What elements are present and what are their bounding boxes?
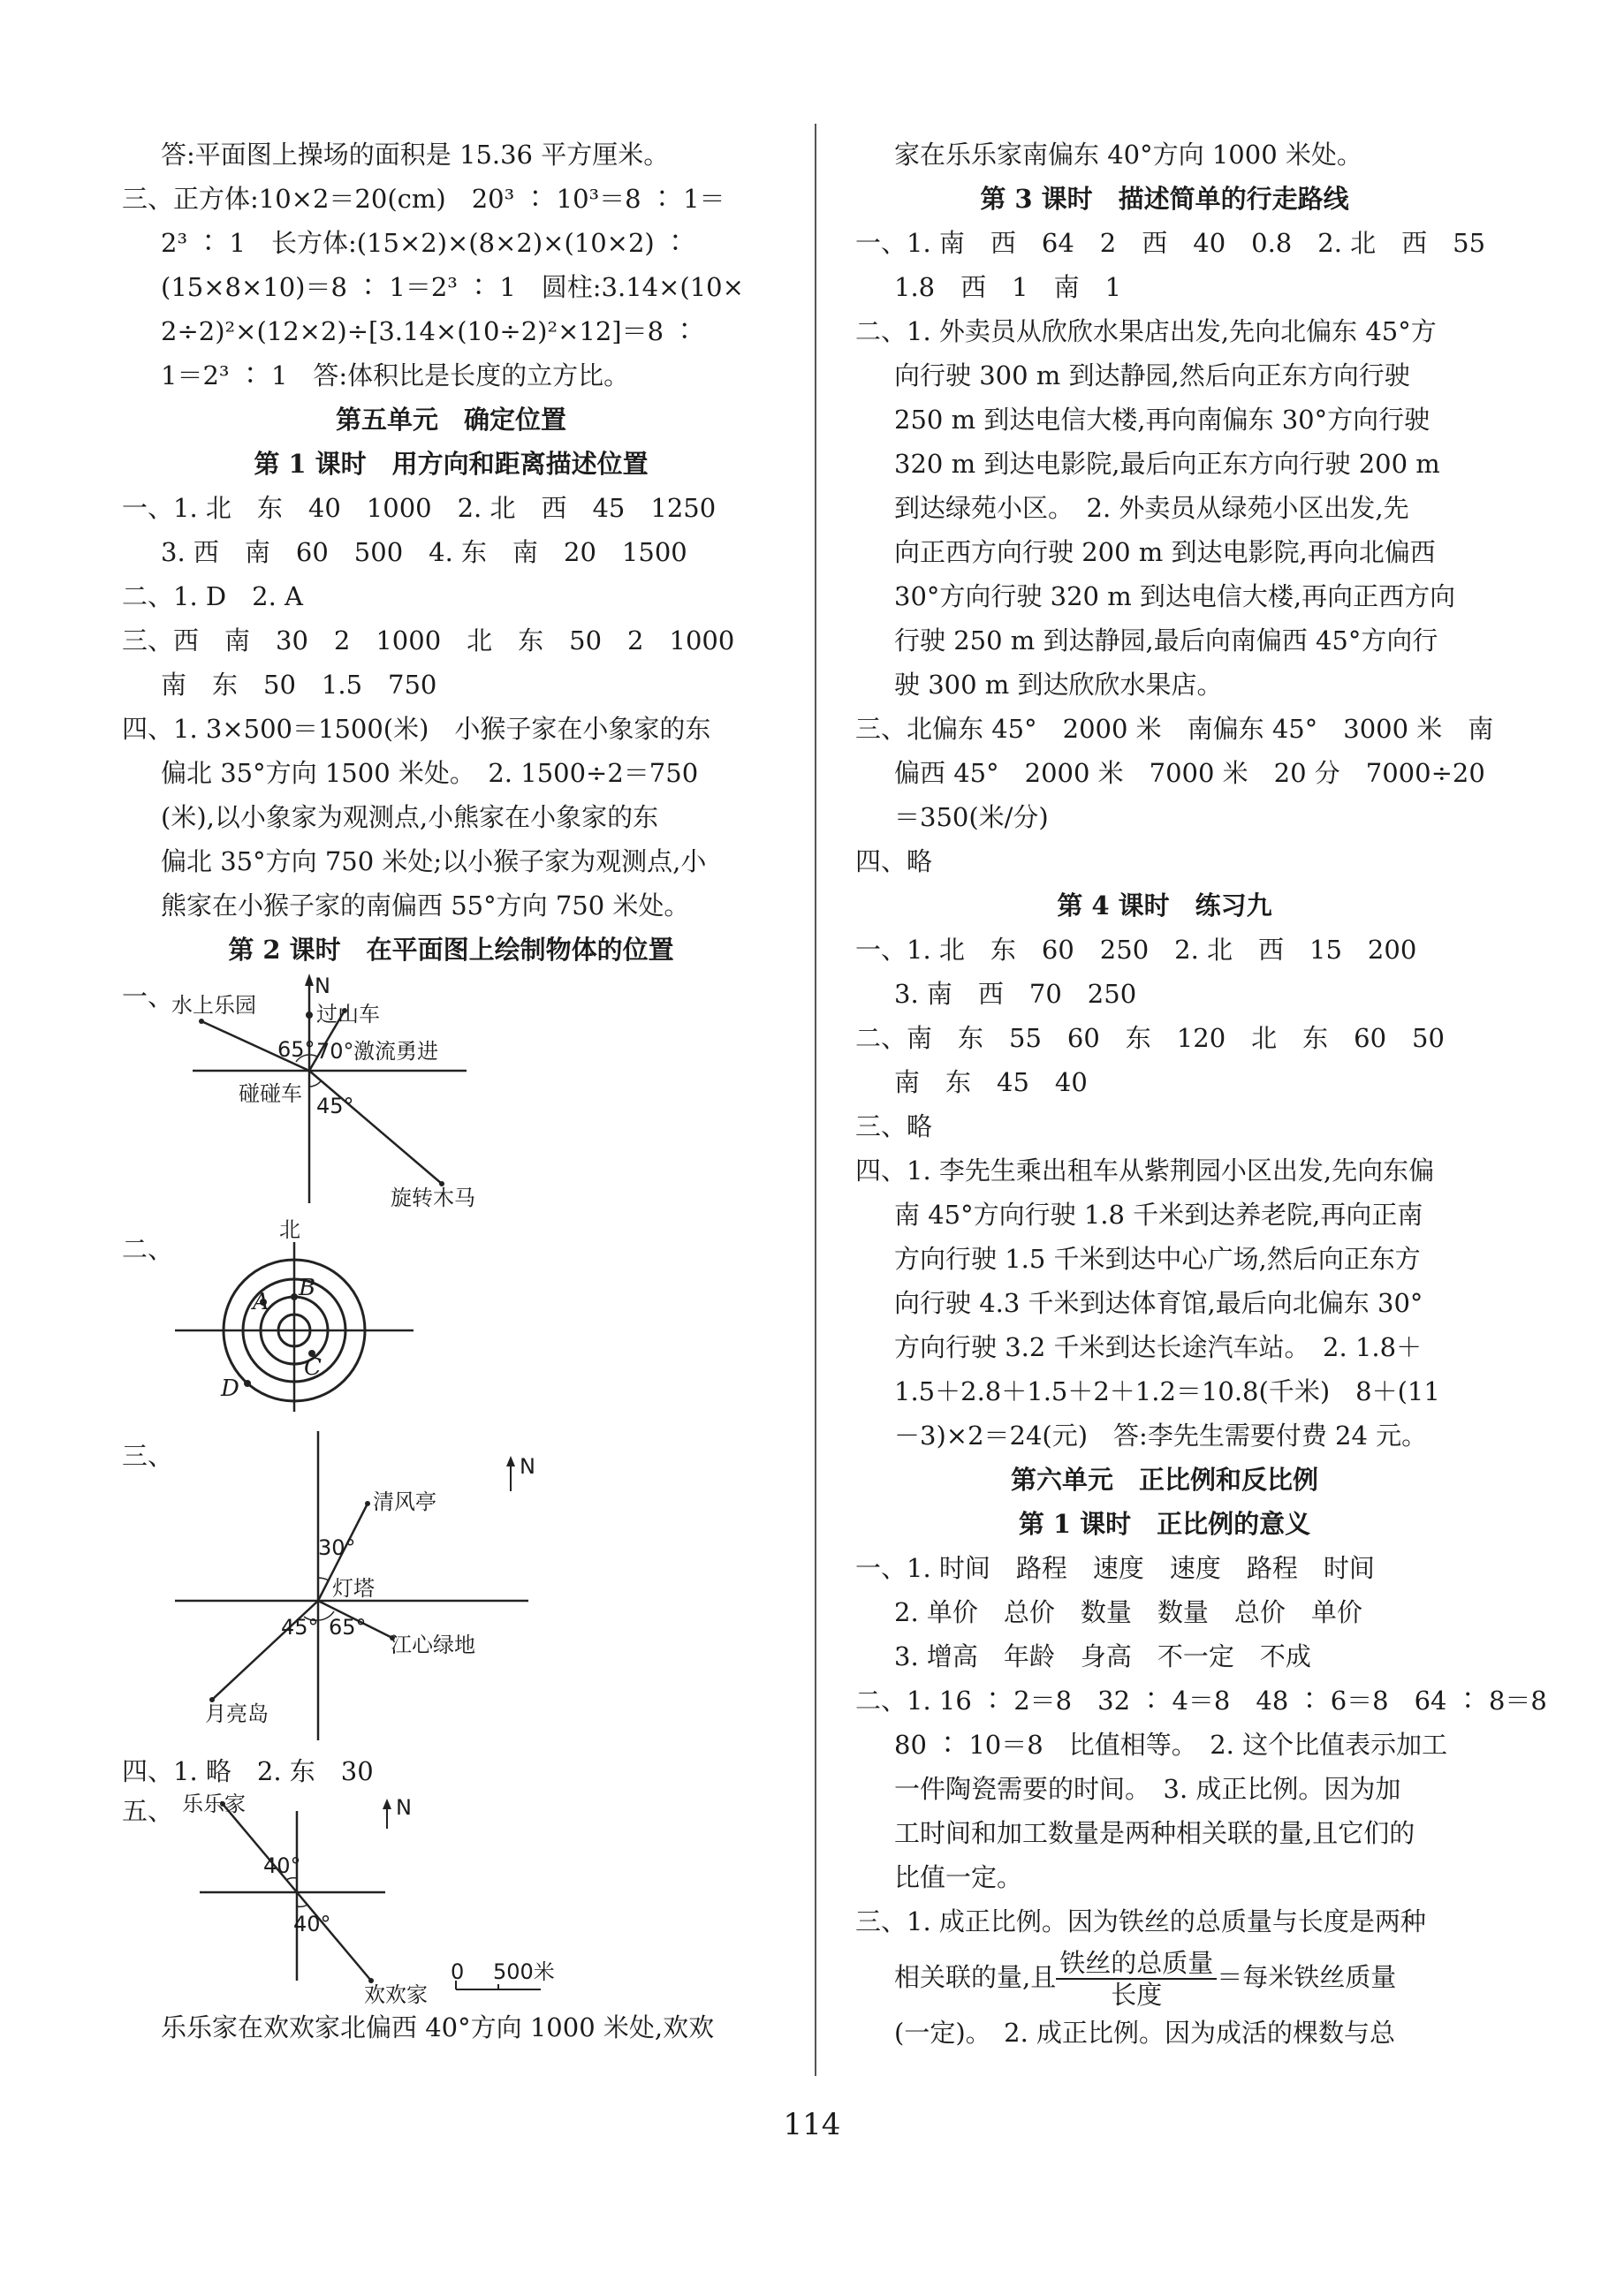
text-line: 到达绿苑小区。 2. 外卖员从绿苑小区出发,先 [894,493,1409,523]
text-line: 2÷2)²×(12×2)÷[3.14×(10÷2)²×12]＝8 ∶ [161,316,698,346]
diagram-concentric-svg [122,1210,780,1422]
text-line: 三、1. 成正比例。因为铁丝的总质量与长度是两种 [855,1906,1426,1936]
text-line: (米),以小象家为观测点,小熊家在小象家的东 [161,802,659,832]
label-angle-45: 45° [281,1615,319,1640]
label-angle-65: 65° [329,1615,367,1640]
lesson-heading: 第 1 课时 用方向和距离描述位置 [254,449,649,479]
text-line: 四、略 [855,846,933,876]
label-pavilion: 清风亭 [373,1489,436,1514]
label-angle-40-bottom: 40° [293,1912,331,1936]
diagram-lighthouse [122,1422,780,1749]
text-line: (一定)。 2. 成正比例。因为成活的棵数与总 [894,2018,1396,2048]
text-line: 方向行驶 1.5 千米到达中心广场,然后向正东方 [894,1244,1421,1274]
text-line: 偏北 35°方向 750 米处;以小猴子家为观测点,小 [161,846,707,876]
text-line: 答:平面图上操场的面积是 15.36 平方厘米。 [161,140,670,170]
label-north: 北 [279,1217,300,1242]
text-line: 工时间和加工数量是两种相关联的量,且它们的 [894,1818,1415,1848]
lesson-heading: 第 3 课时 描述简单的行走路线 [980,184,1349,214]
label-point-a: A [253,1289,269,1315]
label-angle-70: 70° [316,1039,354,1064]
text-line: 二、1. 外卖员从欣欣水果店出发,先向北偏东 45°方 [855,316,1437,346]
diagram-lele-home-svg [122,1793,780,2005]
text-line: 2³ ∶ 1 长方体:(15×2)×(8×2)×(10×2) ∶ [161,228,688,258]
text-line: 四、1. 3×500＝1500(米) 小猴子家在小象家的东 [122,714,711,744]
text-line: 三、略 [855,1111,933,1141]
text-line: ＝350(米/分) [894,802,1049,832]
text-line: 3. 增高 年龄 身高 不一定 不成 [894,1641,1311,1671]
text-line: 向正西方向行驶 200 m 到达电影院,再向北偏西 [894,537,1436,567]
text-line: 熊家在小猴子家的南偏西 55°方向 750 米处。 [161,890,690,921]
label-angle-45: 45° [316,1094,354,1118]
fraction-denominator: 长度 [1111,1980,1163,2010]
section-label: 二、 [122,1234,174,1264]
text-line: 250 m 到达电信大楼,再向南偏东 30°方向行驶 [894,405,1430,435]
text-line: 一件陶瓷需要的时间。 3. 成正比例。因为加 [894,1774,1401,1804]
label-north: N [520,1454,535,1479]
page-number: 114 [783,2107,841,2142]
label-moon-island: 月亮岛 [205,1701,269,1726]
diagram-lele-home [122,1793,780,2005]
text-line: (15×8×10)＝8 ∶ 1＝2³ ∶ 1 圆柱:3.14×(10× [161,272,744,302]
label-water-park: 水上乐园 [171,993,256,1018]
text-line: 1.5＋2.8＋1.5＋2＋1.2＝10.8(千米) 8＋(11 [894,1376,1440,1406]
text-line: 偏北 35°方向 1500 米处。 2. 1500÷2＝750 [161,758,699,788]
text-line: 二、南 东 55 60 东 120 北 东 60 50 [855,1023,1445,1053]
label-point-d: D [221,1375,239,1402]
text-line: 一、1. 北 东 40 1000 2. 北 西 45 1250 [122,493,717,523]
unit-heading: 第五单元 确定位置 [335,405,566,435]
section-label: 一、 [122,981,174,1012]
text-line: －3)×2＝24(元) 答:李先生需要付费 24 元。 [894,1421,1428,1451]
column-divider [815,124,816,2076]
section-label: 三、 [122,1441,174,1471]
fraction-numerator: 铁丝的总质量 [1056,1948,1217,1980]
left-column [122,133,780,2050]
text-line: 三、北偏东 45° 2000 米 南偏东 45° 3000 米 南 [855,714,1494,744]
label-north: N [396,1795,412,1820]
label-carousel: 旋转木马 [391,1186,475,1210]
text-line: 四、1. 李先生乘出租车从紫荆园小区出发,先向东偏 [855,1156,1435,1186]
text-line: 南 45°方向行驶 1.8 千米到达养老院,再向正南 [894,1200,1423,1230]
label-roller-coaster: 过山车 [316,1002,380,1027]
lesson-heading: 第 2 课时 在平面图上绘制物体的位置 [228,935,674,965]
text-line: 一、1. 南 西 64 2 西 40 0.8 2. 北 西 55 [855,228,1486,258]
text-line: 方向行驶 3.2 千米到达长途汽车站。 2. 1.8＋ [894,1332,1423,1362]
text-line: 南 东 45 40 [894,1067,1088,1097]
text-line: 三、西 南 30 2 1000 北 东 50 2 1000 [122,625,735,655]
diagram-amusement-park-svg [122,972,780,1210]
text-line: 向行驶 4.3 千米到达体育馆,最后向北偏东 30° [894,1288,1423,1318]
text-line: 南 东 50 1.5 750 [161,670,437,700]
label-point-b: B [299,1275,316,1301]
label-north: N [315,974,330,998]
text-line: 偏西 45° 2000 米 7000 米 20 分 7000÷20 [894,758,1485,788]
section-label: 五、 [122,1796,174,1826]
text-line: 二、1. 16 ∶ 2＝8 32 ∶ 4＝8 48 ∶ 6＝8 64 ∶ 8＝8 [855,1686,1547,1716]
text-line: 三、正方体:10×2＝20(cm) 20³ ∶ 10³＝8 ∶ 1＝ [122,184,725,214]
label-lele-home: 乐乐家 [182,1793,246,1816]
text-line: 3. 西 南 60 500 4. 东 南 20 1500 [161,537,687,567]
label-angle-65: 65° [277,1037,315,1062]
text-line: 一、1. 时间 路程 速度 速度 路程 时间 [855,1553,1375,1583]
text-line: 30°方向行驶 320 m 到达电信大楼,再向正西方向 [894,581,1456,611]
text-line-fraction [855,1944,1474,2011]
text-line: 驶 300 m 到达欣欣水果店。 [894,670,1223,700]
label-scale-zero: 0 [451,1959,465,1984]
text-line: 乐乐家在欢欢家北偏西 40°方向 1000 米处,欢欢 [161,2012,715,2042]
label-rafting: 激流勇进 [353,1039,438,1064]
text-line: 行驶 250 m 到达静园,最后向南偏西 45°方向行 [894,625,1438,655]
unit-heading: 第六单元 正比例和反比例 [1010,1465,1318,1495]
diagram-concentric [122,1210,780,1422]
text-line: 80 ∶ 10＝8 比值相等。 2. 这个比值表示加工 [894,1730,1448,1760]
diagram-amusement-park [122,972,780,1210]
lesson-heading: 第 4 课时 练习九 [1057,890,1272,921]
label-lighthouse: 灯塔 [332,1576,375,1601]
text-line: 1＝2³ ∶ 1 答:体积比是长度的立方比。 [161,360,630,390]
label-bumper-cars: 碰碰车 [239,1081,302,1106]
text-line: 向行驶 300 m 到达静园,然后向正东方向行驶 [894,360,1410,390]
text-line: 3. 南 西 70 250 [894,979,1137,1009]
right-column [855,133,1547,2055]
text-line: 二、1. D 2. A [122,581,303,611]
text-fragment: 相关联的量,且 [894,1962,1057,1992]
text-fragment: ＝每米铁丝质量 [1217,1962,1397,1992]
lesson-heading: 第 1 课时 正比例的意义 [1018,1509,1311,1539]
text-line: 一、1. 北 东 60 250 2. 北 西 15 200 [855,935,1417,965]
text-line: 比值一定。 [894,1862,1023,1892]
label-river-green: 江心绿地 [391,1633,475,1657]
text-line: 家在乐乐家南偏东 40°方向 1000 米处。 [894,140,1362,170]
text-line: 1.8 西 1 南 1 [894,272,1122,302]
label-scale-500: 500米 [493,1959,555,1984]
fraction [1056,1948,1217,2010]
text-line: 320 m 到达电影院,最后向正东方向行驶 200 m [894,449,1440,479]
diagram-lighthouse-svg [122,1422,780,1749]
label-huanhuan-home: 欢欢家 [364,1982,428,2005]
text-line: 2. 单价 总价 数量 数量 总价 单价 [894,1597,1362,1627]
label-angle-40-top: 40° [263,1853,301,1878]
text-line: 四、1. 略 2. 东 30 [122,1756,374,1786]
label-angle-30: 30° [318,1535,356,1560]
label-point-c: C [304,1354,322,1381]
